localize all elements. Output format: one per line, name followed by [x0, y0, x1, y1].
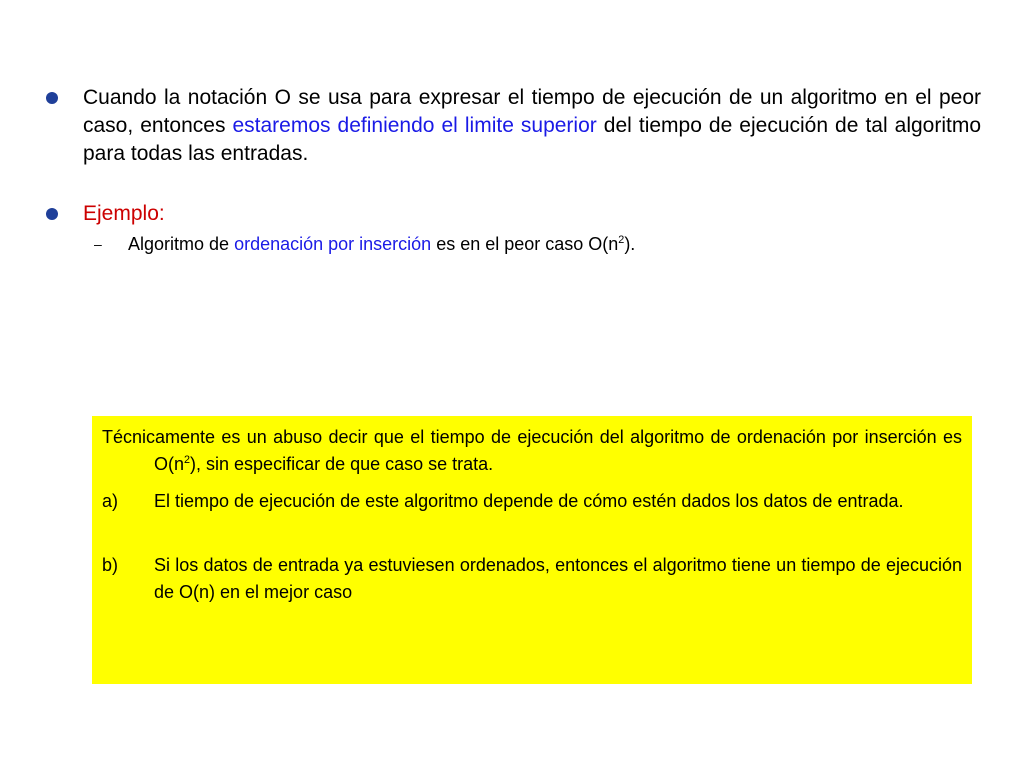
note-item-label: b): [102, 555, 119, 575]
note-superscript: 2: [184, 454, 191, 466]
example-superscript: 2: [618, 234, 625, 246]
note-item-b: [102, 552, 962, 606]
bullet-item-example: [46, 200, 981, 228]
example-text-end: ).: [624, 234, 636, 254]
note-intro-end: ), sin especificar de que caso se trata.: [190, 454, 494, 474]
example-highlight: ordenación por inserción: [234, 234, 432, 254]
example-text-start: Algoritmo de: [128, 234, 235, 254]
dash-icon: –: [94, 236, 102, 252]
example-text-mid: es en el peor caso O(n: [431, 234, 619, 254]
note-item-a: [102, 488, 962, 515]
bullet-dot-icon: [46, 92, 58, 104]
example-label: Ejemplo:: [83, 202, 165, 225]
definition-text-end: del tiempo de ejecución de tal algoritmo para todas las entradas.: [83, 114, 982, 165]
bullet-list: [46, 84, 981, 256]
note-box: [92, 416, 972, 684]
note-item-text: El tiempo de ejecución de este algoritmo depende de cómo estén dados los datos de entrada.: [154, 491, 904, 511]
bullet-item-definition: [46, 84, 981, 168]
sub-bullet-example: [94, 232, 981, 256]
bullet-dot-icon: [46, 208, 58, 220]
sub-bullet-text: [128, 232, 635, 256]
note-intro-start: Técnicamente es un abuso decir que el tiempo de ejecución del algoritmo de ordenación por inserción es O(n: [102, 427, 962, 474]
note-item-label: a): [102, 491, 119, 511]
definition-text-start: Cuando la notación O se usa para expresar el tiempo de ejecución de un algoritmo en el peor caso, entonces: [83, 86, 981, 137]
note-item-text: Si los datos de entrada ya estuviesen ordenados, entonces el algoritmo tiene un tiempo de ejecución de O(n) en el mejor caso: [154, 555, 962, 602]
bullet-text-definition: [83, 84, 981, 168]
definition-highlight: estaremos definiendo el limite superior: [232, 114, 597, 137]
note-intro: [102, 424, 962, 478]
bullet-text-example: [83, 200, 981, 228]
